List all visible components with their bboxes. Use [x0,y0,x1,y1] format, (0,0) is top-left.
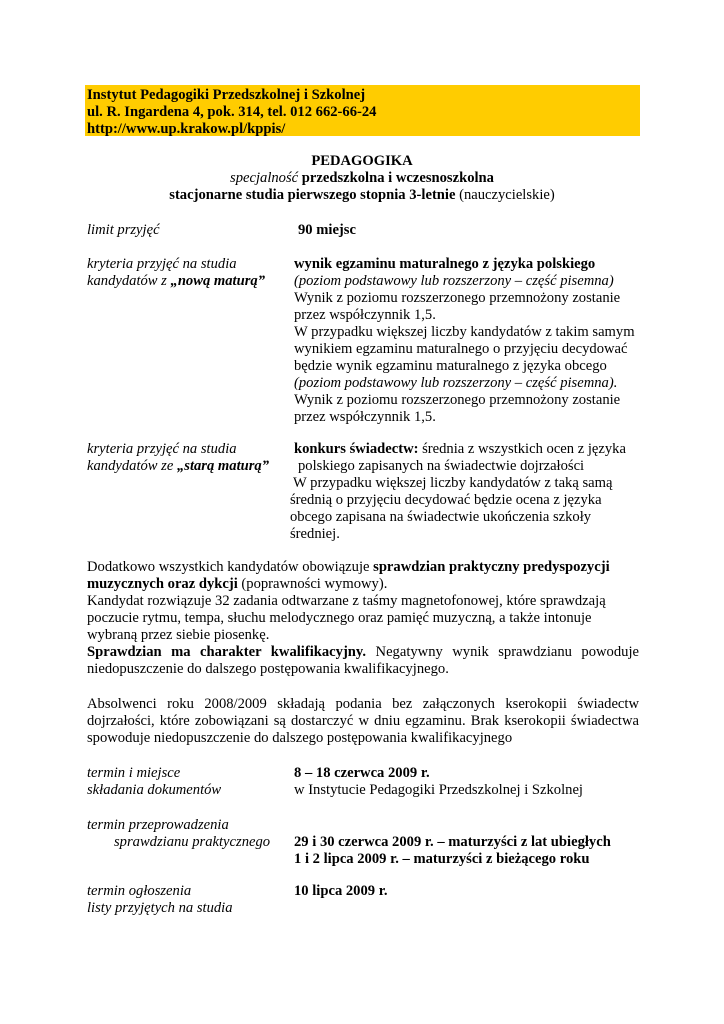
extra-test-note: (poprawności wymowy). [237,576,388,592]
old-matura-line: polskiego zapisanych na świadectwie dojrzałości [298,458,585,474]
extra-desc-line: wybraną przez siebie piosenkę. [87,627,270,643]
old-matura-line: obcego zapisana na świadectwie ukończenia szkoły [290,509,592,525]
new-matura-line: (poziom podstawowy lub rozszerzony – część pisemna) [294,273,614,289]
new-matura-line: Wynik z poziomu rozszerzonego przemnożony zostanie [294,290,621,306]
extra-test-name-cont: muzycznych oraz dykcji [87,576,238,592]
studies-note: (nauczycielskie) [459,187,555,203]
new-matura-line: W przypadku większej liczby kandydatów z takim samym [294,324,635,340]
graduates-line-3: spowoduje niedopuszczenie do dalszego postępowania kwalifikacyjnego [87,730,513,746]
test-date-2: 1 i 2 lipca 2009 r. – maturzyści z bieżącego roku [294,851,590,867]
old-matura-line: średnią o przyjęciu decydować będzie ocena z języka [290,492,602,508]
list-date: 10 lipca 2009 r. [294,883,388,899]
old-matura-line: średniej. [290,526,340,542]
limit-label: limit przyjęć [87,222,160,238]
institute-name: Instytut Pedagogiki Przedszkolnej i Szkolnej [87,87,366,103]
program-title: PEDAGOGIKA [311,153,413,169]
old-matura-bold-lead: konkurs świadectw: [294,441,419,457]
new-matura-label-2 [87,273,265,290]
graduates-line-1: Absolwenci roku 2008/2009 składają podania bez załączonych kserokopii świadectw [87,696,639,712]
new-matura-line: przez współczynnik 1,5. [294,409,436,425]
docs-date: 8 – 18 czerwca 2009 r. [294,765,430,781]
old-matura-label-1: kryteria przyjęć na studia [87,441,237,457]
new-matura-label-prefix: kandydatów z [87,273,171,289]
program-studies [0,187,724,204]
program-specialty [0,170,724,187]
limit-value: 90 miejsc [298,222,356,238]
new-matura-line: (poziom podstawowy lub rozszerzony – część pisemna). [294,375,618,391]
institute-address: ul. R. Ingardena 4, pok. 314, tel. 012 662-66-24 [87,104,377,120]
extra-line-2 [87,576,387,593]
extra-intro: Dodatkowo wszystkich kandydatów obowiązuje [87,559,374,575]
new-matura-label-quote: „nową maturą” [170,273,265,289]
qualifying-line-1 [87,644,639,661]
test-label-1: termin przeprowadzenia [87,817,229,833]
test-date-1: 29 i 30 czerwca 2009 r. – maturzyści z lat ubiegłych [294,834,611,850]
list-label-1: termin ogłoszenia [87,883,192,899]
extra-line-1 [87,559,610,576]
list-label-2: listy przyjętych na studia [87,900,233,916]
new-matura-line: przez współczynnik 1,5. [294,307,436,323]
extra-desc-line: poczucie rytmu, tempa, słuchu melodycznego oraz pamięć muzyczną, a także intonuje [87,610,592,626]
docs-label-2: składania dokumentów [87,782,222,798]
old-matura-line1-rest: średnia z wszystkich ocen z języka [418,441,626,457]
qualifying-bold: Sprawdzian ma charakter kwalifikacyjny. [87,644,367,660]
graduates-line-2: dojrzałości, które zobowiązani są dostarczyć w dniu egzaminu. Brak kserokopii świadectwa [87,713,639,729]
old-matura-first-line [294,441,626,458]
old-matura-label-prefix: kandydatów ze [87,458,177,474]
old-matura-label-2 [87,458,269,475]
new-matura-line: wynik egzaminu maturalnego z języka polskiego [294,256,596,272]
new-matura-label-1: kryteria przyjęć na studia [87,256,237,272]
specialty-name: przedszkolna i wczesnoszkolna [301,170,494,186]
docs-label-1: termin i miejsce [87,765,181,781]
institute-url: http://www.up.krakow.pl/kppis/ [87,121,286,137]
qualifying-line-2: niedopuszczenie do dalszego postępowania kwalifikacyjnego. [87,661,449,677]
specialty-label: specjalność [230,170,299,186]
qualifying-rest: Negatywny wynik sprawdzianu powoduje [366,644,639,660]
old-matura-label-quote: „starą maturą” [176,458,270,474]
old-matura-line: W przypadku większej liczby kandydatów z taką samą [293,475,613,491]
new-matura-line: wynikiem egzaminu maturalnego o przyjęciu decydować [294,341,628,357]
test-label-2: sprawdzianu praktycznego [114,834,271,850]
extra-desc-line: Kandydat rozwiązuje 32 zadania odtwarzane z taśmy magnetofonowej, które sprawdzają [87,593,606,609]
studies-type: stacjonarne studia pierwszego stopnia 3-letnie [169,187,456,203]
new-matura-line: będzie wynik egzaminu maturalnego z języka obcego [294,358,607,374]
docs-place: w Instytucie Pedagogiki Przedszkolnej i Szkolnej [294,782,583,798]
new-matura-line: Wynik z poziomu rozszerzonego przemnożony zostanie [294,392,621,408]
extra-test-name: sprawdzian praktyczny predyspozycji [373,559,610,575]
